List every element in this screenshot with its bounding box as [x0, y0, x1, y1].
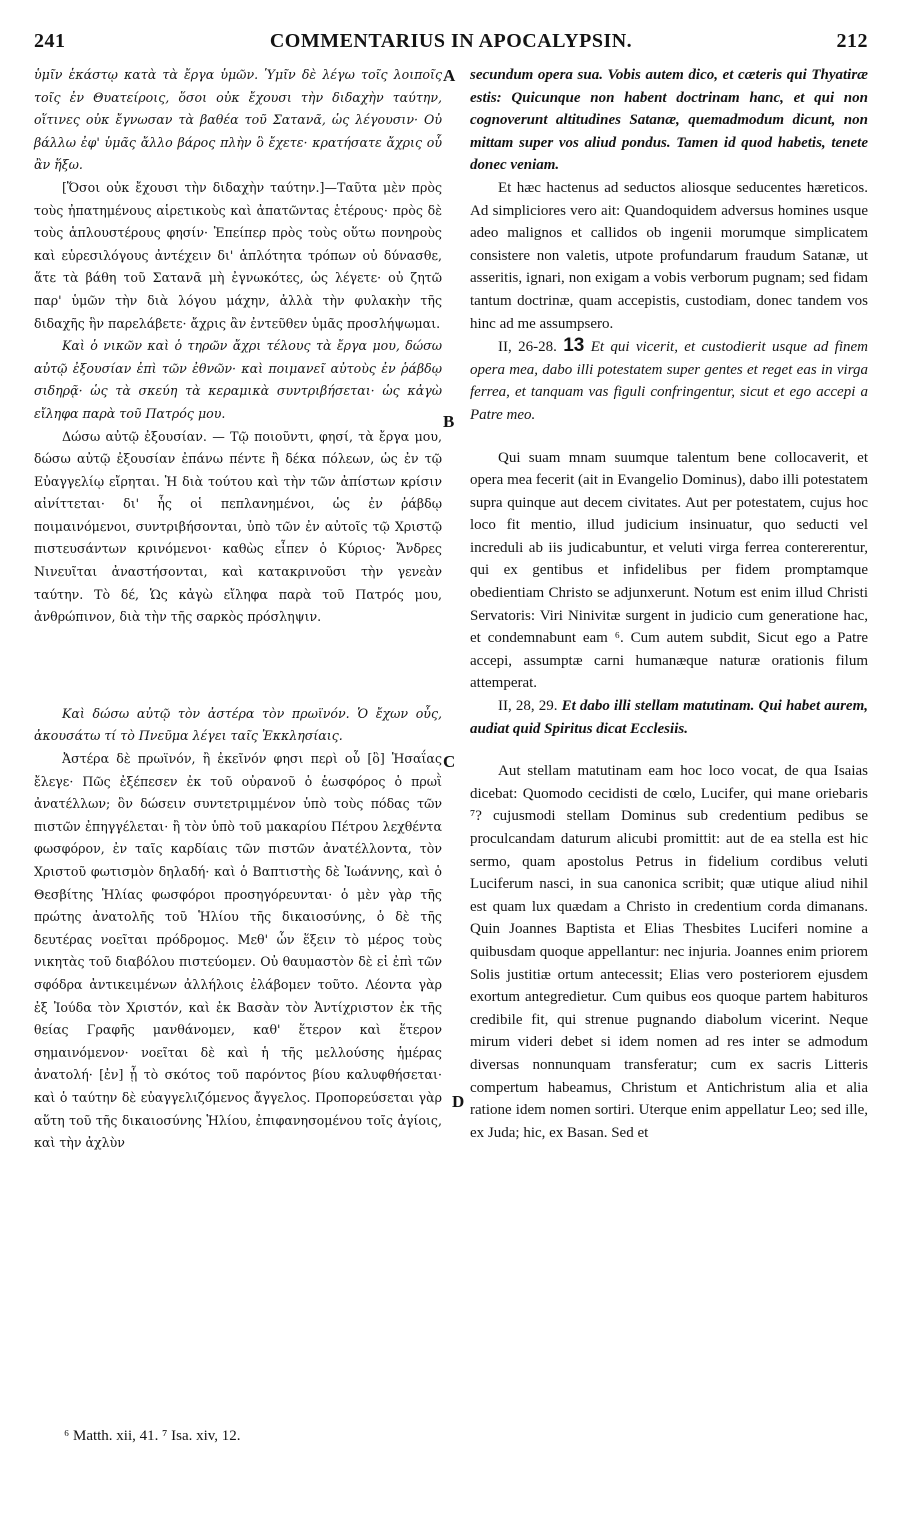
latin-verse-block [470, 335, 868, 426]
running-header [34, 30, 868, 60]
page-number-right: 212 [836, 30, 868, 52]
greek-paragraph: [Ὅσοι οὐκ ἔχουσι τὴν διδαχὴν ταύτην.]—Ταῦτα μὲν πρὸς τοὺς ἠπατημένους αἱρετικοὺς καὶ ἀπατῶντας ἑτέρους· πρὸς δὲ τοὺς ἁπλουστέρους φησίν· Ἐπείπερ πρὸς τοὺς οὕτω πονηροὺς καὶ εὑρεσιλόγους ἀντέχειν δι' ἁπλότητα τρόπων οὐ δύνασθε, ἅτε τὰ βάθη τοῦ Σατανᾶ μὴ ἐγνωκότες, ὡς λέγετε· οὐ ζητῶ παρ' ὑμῶν τὴν διὰ λόγου μάχην, ἀλλὰ τὴν φυλακὴν τῆς διδαχῆς ἣν παρελάβετε· ἄχρις ἂν ἐντεῦθεν ὑμᾶς προσλήψωμαι. [34, 179, 442, 331]
latin-paragraph: Aut stellam matutinam eam hoc loco vocat, de qua Isaias dicebat: Quomodo cecidisti de cœlo, Lucifer, qui mane oriebaris ⁷? cujusmodi stellam Dominus sub credentium pedibus se proculcandam daturum alicubi promittit: aut de ea stella est hic sermo, quam apostolus Petrus in fidelium cordibus veluti Luciferum nasci, in sua canonica scribit; quæ utique aliud nihil est quam lux quædam a Christo in credentium corda dimanans. Quin Joannes Baptista et Elias Thesbites Luciferi nomine a quibusdam quoque appellantur: nec injuria. Joannes enim priorem Solis justitiæ ortum antecessit; Elias vero posteriorem ejusdem exortum antegredietur. Cum quibus eos quoque partem habituros credibile fit, qui strenue pugnando diabolum vicerint. Neque mirum videri debet si idem nomen ad res inter se admodum diversas nonnunquam transferatur; cum ex sacris Litteris compertum habeamus, Christum et Antichristum alia et alia ratione idem nomen sortiri. Uterque enim appellatur Leo; sed ille, ex Juda; hic, ex Basan. Sed et [470, 763, 868, 1141]
verse-reference: II, 26-28. [498, 339, 557, 356]
greek-verse: Καὶ δώσω αὐτῷ τὸν ἀστέρα τὸν πρωϊνόν. Ὁ ἔχων οὖς, ἀκουσάτω τί τὸ Πνεῦμα λέγει ταῖς Ἐκκλησίαις. [34, 705, 442, 744]
column-spacer [34, 629, 442, 703]
page-number-left: 241 [34, 30, 66, 52]
section-number: 13 [563, 335, 585, 357]
column-spacer [470, 427, 868, 447]
greek-paragraph: Δώσω αὐτῷ ἐξουσίαν. — Τῷ ποιοῦντι, φησί, τὰ ἔργα μου, δώσω αὐτῷ ἐξουσίαν ἐπάνω πέντε ἢ δέκα πόλεων, ὡς ἐν τῷ Εὐαγγελίῳ εἴρηται. Ἡ διὰ τούτου καὶ τὴν τῶν ἀπίστων κρίσιν αἰνίττεται· δι' ἧς οἱ πεπλανημένοι, ὡς ἐν ῥάβδῳ ποιμαινόμενοι, συντριβήσονται, ὑπὸ τῶν ἐν αὐτοῖς τῷ Χριστῷ πιστευσάντων κρινόμενοι· καθὼς εἶπεν ὁ Κύριος· Ἄνδρες Νινευῖται ἀναστήσονται, καὶ κατακρινοῦσι τὴν γενεὰν ταύτην. Τὸ δέ, Ὡς κἀγὼ εἴληφα παρὰ τοῦ Πατρός μου, ἀνθρώπινον, διὰ τὴν τῆς σαρκὸς πρόσληψιν. [34, 428, 442, 625]
latin-column [470, 64, 868, 1144]
greek-paragraph: Ἀστέρα δὲ πρωϊνόν, ἢ ἐκεῖνόν φησι περὶ οὗ [ὃ] Ἡσαΐας ἔλεγε· Πῶς ἐξέπεσεν ἐκ τοῦ οὐρανοῦ ὁ ἑωσφόρος ὁ πρωῒ ἀνατέλλων; ὃν δώσειν συντετριμμένον ὑπὸ τοὺς πόδας τῶν πιστῶν ἐπηγγέλεται· ἢ τὸν ὑπὸ τοῦ μακαρίου Πέτρου λεχθέντα φωσφόρον, ἐν ταῖς καρδίαις τῶν πιστῶν ἀνατέλλοντα, τὸν Χριστοῦ φωτισμὸν δηλαδή· καὶ ὁ Βαπτιστὴς δὲ Ἰωάννης, καὶ ὁ Θεσβίτης Ἡλίας φωσφόροι προσηγόρευνται· ὁ μὲν γὰρ τῆς πρώτης ἀνατολῆς τοῦ Ἡλίου τῆς δικαιοσύνης, ὁ δὲ τῆς δευτέρας νοεῖται πρόδρομος. Μεθ' ὧν ἕξειν τὸ μέρος τοὺς νικητὰς τοῦ διαβόλου πιστεύομεν. Οὐ θαυμαστὸν δὲ εἰ ἐπὶ τῶν σφόδρα ἀντικειμένων ἀλλήλοις ἐλάβομεν τοῦτο. Λέοντα γὰρ ἐξ Ἰούδα τὸν Χριστόν, καὶ ἐκ Βασὰν τὸν Ἀντίχριστον ἐκ τῆς θείας Γραφῆς μανθάνομεν, καθ' ἕτερον καὶ ἕτερον σημαινόμενον· νοεῖται δὲ καὶ ἡ τῆς μελλούσης ἡμέρας ἀνατολή· [ἐν] ᾗ τὸ σκότος τοῦ παρόντος βίου καλυφθήσεται· καὶ ὁ ταύτην δὲ εὐαγγελιζόμενος ἄγγελος. Προπορεύσεται γὰρ αὕτη τοῦ τῆς δικαιοσύνης Ἡλίου, ἐπιφανησομένου τοῖς ἁγίοις, καὶ τὴν ἀχλὺν [34, 751, 442, 1151]
latin-verse-block [470, 695, 868, 740]
latin-paragraph: Et hæc hactenus ad seductos aliosque seducentes hæreticos. Ad simpliciores vero ait: Quandoquidem adversus homines usque adeo malignos et callidos ob ingenii morumque simplicatem consistere non valetis, utpote profundarum fraudum Satanæ, ut asseritis, ignari, non exigam a vobis verborum pugnam; sed fidam tantum doctrinæ, quam accepistis, custodiam, donec tandem vos hinc ad me assumpsero. [470, 179, 868, 332]
footnotes: ⁶ Matth. xii, 41. ⁷ Isa. xiv, 12. [64, 1428, 241, 1444]
margin-letter-a: A [443, 66, 456, 85]
latin-paragraph: Qui suam mnam suumque talentum bene collocaverit, et opera mea fecerit (ait in Evangelio Dominus), dabo illi potestatem supra quinque aut decem civitates. Aut per potestatem, cujus hoc loco fit mentio, illud judicium insinuatur, quo seducti vel increduli ab iis judicabuntur, et veluti virga ferrea contererentur, qui ex gentibus et infidelibus per fidem promptamque obedientiam Christo se adjunxerunt. Notum est enim illud Christi Servatoris: Viri Ninivitæ surgent in judicio cum generatione hac, et condemnabunt eam ⁶. Cum autem subdit, Sicut ego a Patre accepi, assumptæ carni humanæque naturæ orationis filum attemperat. [470, 449, 868, 692]
margin-letter-c: C [443, 752, 456, 771]
running-title: COMMENTARIUS IN APOCALYPSIN. [269, 30, 633, 52]
greek-paragraph: ὑμῖν ἑκάστῳ κατὰ τὰ ἔργα ὑμῶν. Ὑμῖν δὲ λέγω τοῖς λοιποῖς τοῖς ἐν Θυατείροις, ὅσοι οὐκ ἔχουσι τὴν διδαχὴν ταύτην, οἵτινες οὐκ ἔγνωσαν τὰ βαθέα τοῦ Σατανᾶ, ὡς λέγουσιν· Οὐ βάλλω ἐφ' ὑμᾶς ἄλλο βάρος πλὴν ὃ ἔχετε· κρατήσατε ἄχρις οὗ ἂν ἥξω. [34, 67, 442, 173]
latin-verse-text: Et qui vicerit, et custodierit usque ad finem opera mea, dabo illi potestatem super gentes et reget eas in virga ferrea, et tanquam vas figuli confringentur, sicut et ego accepi a Patre meo. [470, 339, 869, 423]
margin-letter-b: B [443, 412, 455, 431]
verse-reference: II, 28, 29. [498, 698, 558, 715]
greek-verse: Καὶ ὁ νικῶν καὶ ὁ τηρῶν ἄχρι τέλους τὰ ἔργα μου, δώσω αὐτῷ ἐξουσίαν ἐπὶ τῶν ἐθνῶν· καὶ ποιμανεῖ αὐτοὺς ἐν ῥάβδῳ σιδηρᾷ· ὡς τὰ σκεύη τὰ κεραμικὰ συντριβήσεται· ὡς κἀγὼ εἴληφα παρὰ τοῦ Πατρός μου. [34, 338, 442, 421]
greek-column [34, 64, 442, 1155]
latin-verse: secundum opera sua. Vobis autem dico, et cæteris qui Thyatiræ estis: Quicunque non habent doctrinam hanc, et qui non cognoverunt altitudines Satanæ, quemadmodum dicunt, non mittam super vos aliud pondus. Tamen id quod habetis, tenete donec veniam. [470, 67, 868, 174]
latin-verse-text: Et dabo illi stellam matutinam. Qui habet aurem, audiat quid Spiritus dicat Ecclesiis. [470, 698, 868, 737]
margin-letter-d: D [452, 1092, 465, 1111]
column-spacer [470, 740, 868, 760]
